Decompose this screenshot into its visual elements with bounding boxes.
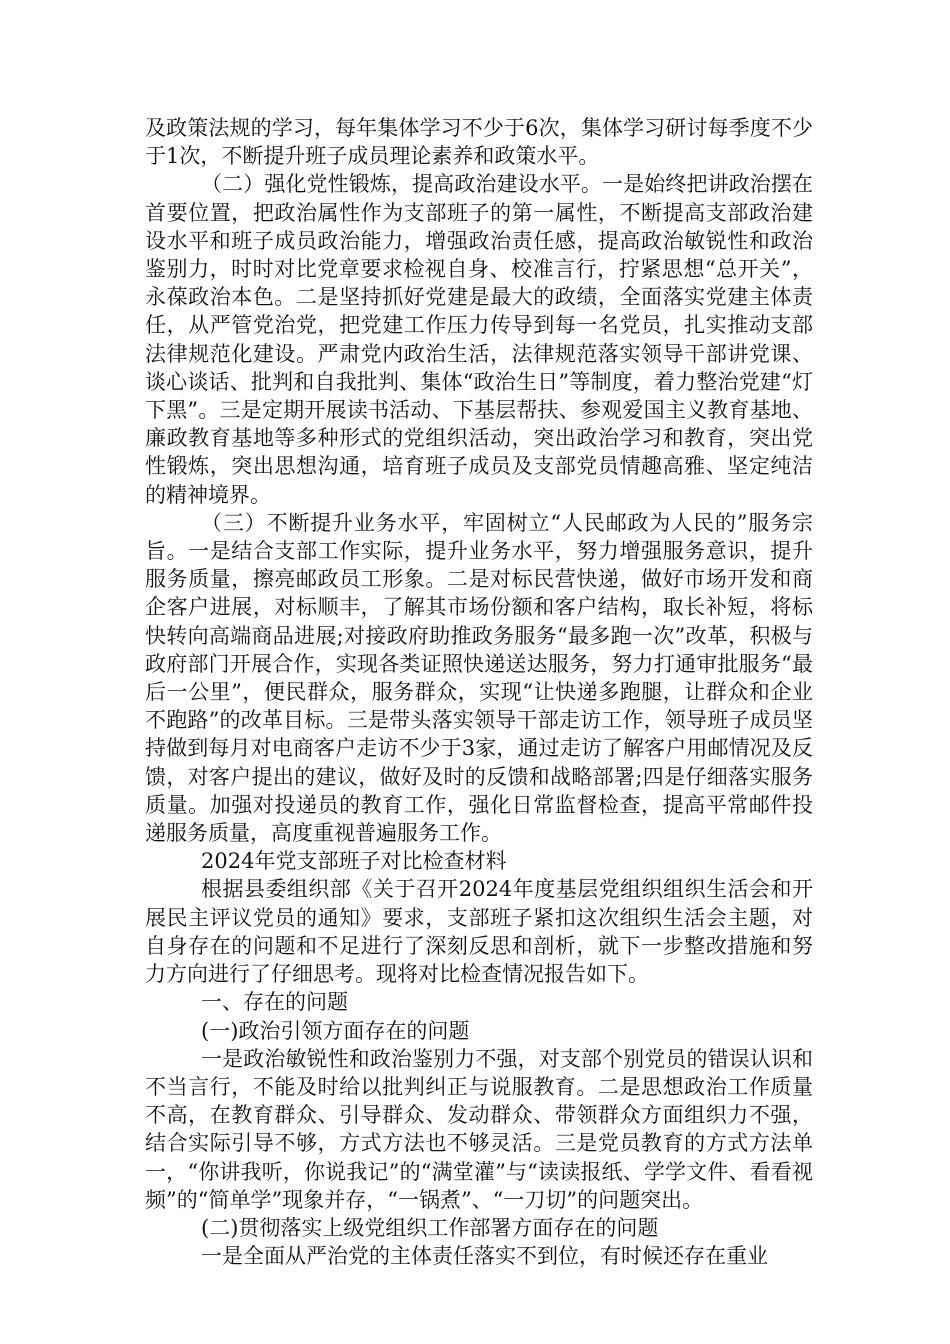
document-body [145, 114, 813, 1270]
paragraph-implementation-problems: 一是全面从严治党的主体责任落实不到位，有时候还存在重业 [201, 1244, 768, 1269]
paragraph-political-guidance-problems: 一是政治敏锐性和政治鉴别力不强，对支部个别党员的错误认识和不当言行，不能及时给以批判纠正与说服教育。二是思想政治工作质量不高，在教育群众、引导群众、发动群众、带领群众方面组织力不强，结合实际引导不够，方式方法也不够灵活。三是党员教育的方式方法单一，“你讲我听，你说我记”的“满堂灌”与“读读报纸、学学文件、看看视频”的“简单学”现象并存，“一锅煮”、“一刀切”的问题突出。 [145, 1046, 813, 1212]
paragraph-study-continuation: 及政策法规的学习，每年集体学习不少于6次，集体学习研讨每季度不少于1次，不断提升班子成员理论素养和政策水平。 [145, 116, 813, 169]
paragraph-business-level: （三）不断提升业务水平，牢固树立“人民邮政为人民的”服务宗旨。一是结合支部工作实际，提升业务水平，努力增强服务意识，提升服务质量，擦亮邮政员工形象。二是对标民营快递，做好市场开发和商企客户进展，对标顺丰，了解其市场份额和客户结构，取长补短，将标快转向高端商品进展;对接政府助推政务服务“最多跑一次”改革，积极与政府部门开展合作，实现各类证照快递送达服务，努力打通审批服务“最后一公里”，便民群众，服务群众，实现“让快递多跑腿，让群众和企业不跑路”的改革目标。三是带头落实领导干部走访工作，领导班子成员坚持做到每月对电商客户走访不少于3家，通过走访了解客户用邮情况及反馈，对客户提出的建议，做好及时的反馈和战略部署;四是仔细落实服务质量。加强对投递员的教育工作，强化日常监督检查，提高平常邮件投递服务质量，高度重视普遍服务工作。 [145, 510, 813, 846]
subheading-political-guidance: (一)政治引领方面存在的问题 [201, 1018, 470, 1043]
heading-existing-problems: 一、存在的问题 [201, 990, 348, 1015]
paragraph-party-discipline: （二）强化党性锻炼，提高政治建设水平。一是始终把讲政治摆在首要位置，把政治属性作为支部班子的第一属性，不断提高支部政治建设水平和班子成员政治能力，增强政治责任感，提高政治敏锐性和政治鉴别力，时时对比党章要求检视自身、校准言行，拧紧思想“总开关”，永葆政治本色。二是坚持抓好党建是最大的政绩，全面落实党建主体责任，从严管党治党，把党建工作压力传导到每一名党员，扎实推动支部法律规范化建设。严肃党内政治生活，法律规范落实领导干部讲党课、谈心谈话、批判和自我批判、集体“政治生日”等制度，着力整治党建“灯下黑”。三是定期开展读书活动、下基层帮扶、参观爱国主义教育基地、廉政教育基地等多种形式的党组织活动，突出政治学习和教育，突出党性锻炼，突出思想沟通，培育班子成员及支部党员情趣高雅、坚定纯洁的精神境界。 [145, 172, 813, 507]
subheading-implementation: (二)贯彻落实上级党组织工作部署方面存在的问题 [201, 1215, 659, 1240]
paragraph-introduction: 根据县委组织部《关于召开2024年度基层党组织组织生活会和开展民主评议党员的通知》要求，支部班子紧扣这次组织生活会主题，对自身存在的问题和不足进行了深刻反思和剖析，就下一步整改措施和努力方向进行了仔细思考。现将对比检查情况报告如下。 [145, 877, 813, 987]
document-section-title: 2024年党支部班子对比检查材料 [201, 849, 507, 874]
